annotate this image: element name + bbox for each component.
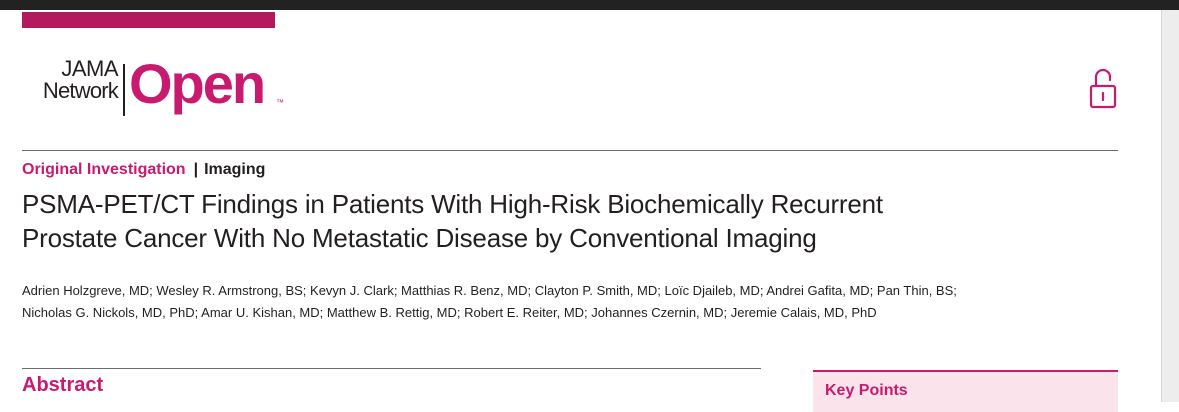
author-line: Nicholas G. Nickols, MD, PhD; Amar U. Kishan, MD; Matthew B. Rettig, MD; Robert E. Reiter, MD; Johannes Czernin, MD; Jeremie Calais, MD, PhD	[22, 305, 877, 320]
logo-wordmark-left	[22, 58, 118, 102]
header-divider	[22, 150, 1118, 151]
logo-network-text: Network	[42, 78, 118, 103]
journal-accent-bar	[22, 12, 275, 28]
abstract-divider	[22, 368, 761, 369]
key-points-box	[813, 370, 1118, 412]
article-type: Original Investigation	[22, 161, 186, 178]
logo-trademark: ™	[276, 98, 284, 107]
author-line: Adrien Holzgreve, MD; Wesley R. Armstrong, BS; Kevyn J. Clark; Matthias R. Benz, MD; Clayton P. Smith, MD; Loïc Djaileb, MD; Andrei Gafita, MD; Pan Thin, BS;	[22, 283, 957, 298]
scrollbar[interactable]	[1161, 10, 1179, 402]
article-title	[22, 187, 1082, 255]
abstract-heading: Abstract	[22, 374, 104, 396]
article-title-line: Prostate Cancer With No Metastatic Disease by Conventional Imaging	[22, 223, 817, 253]
key-points-heading: Key Points	[825, 382, 908, 399]
logo-open-text: Open	[129, 52, 265, 115]
logo-jama-text: JAMA	[61, 56, 118, 81]
unlocked-padlock-icon	[1088, 66, 1118, 110]
author-list	[22, 280, 1112, 324]
logo-divider	[123, 64, 125, 116]
article-subject: Imaging	[204, 161, 266, 178]
article-kicker	[22, 161, 265, 179]
kicker-separator: |	[193, 161, 199, 178]
article-title-line: PSMA-PET/CT Findings in Patients With High-Risk Biochemically Recurrent	[22, 189, 883, 219]
window-top-bar	[0, 0, 1179, 10]
